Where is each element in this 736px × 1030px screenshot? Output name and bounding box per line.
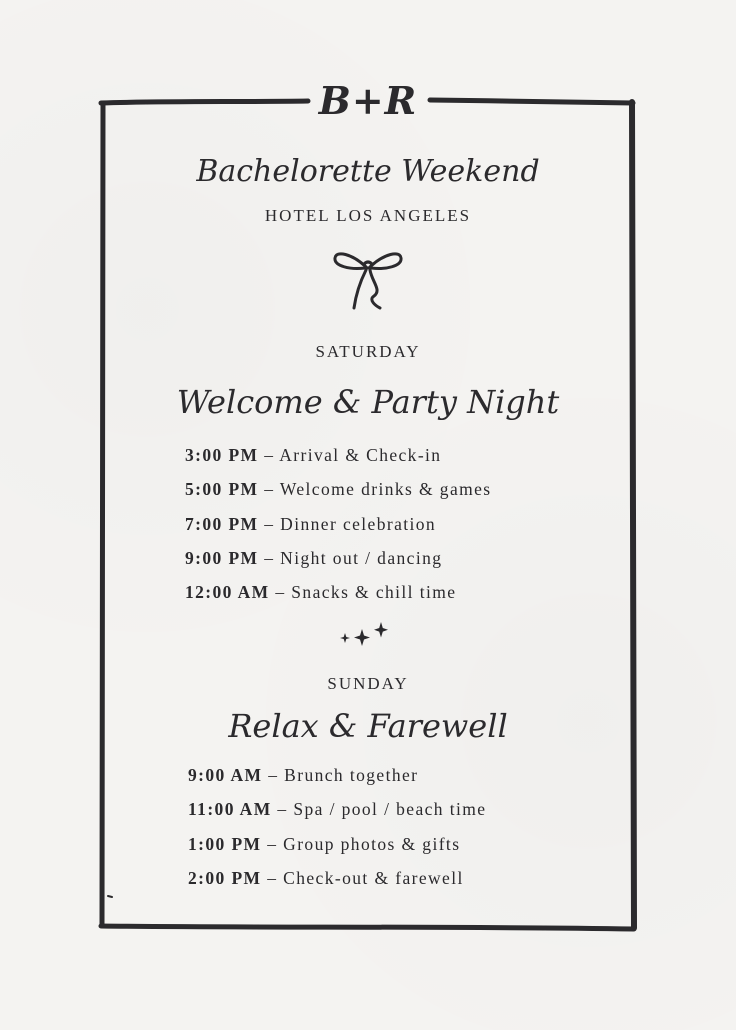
event-title: Bachelorette Weekend: [196, 154, 540, 189]
schedule-item: [185, 438, 492, 472]
item-time: 9:00 PM: [185, 547, 259, 568]
item-activity: Group photos & gifts: [283, 833, 461, 854]
item-time: 2:00 PM: [188, 867, 262, 888]
item-activity: Spa / pool / beach time: [293, 799, 487, 820]
sparkles-icon: [338, 620, 392, 650]
item-separator: –: [258, 547, 281, 568]
item-activity: Welcome drinks & games: [279, 479, 492, 500]
item-activity: Check-out & farewell: [283, 867, 464, 888]
item-time: 9:00 AM: [188, 765, 263, 785]
day-heading-saturday: Welcome & Party Night: [176, 383, 560, 421]
item-activity: Arrival & Check-in: [279, 445, 442, 465]
schedule-item: [188, 792, 486, 826]
item-time: 12:00 AM: [185, 582, 270, 603]
item-time: 11:00 AM: [188, 799, 272, 820]
schedule-item: [185, 472, 492, 506]
schedule-item: [185, 507, 492, 541]
item-time: 1:00 PM: [188, 833, 262, 854]
venue-name: HOTEL LOS ANGELES: [264, 206, 472, 225]
item-separator: –: [261, 867, 284, 888]
item-time: 3:00 PM: [185, 445, 259, 465]
schedule-item: [188, 861, 486, 895]
day-label-saturday: SATURDAY: [315, 342, 421, 361]
schedule-item: [188, 827, 486, 861]
item-activity: Brunch together: [284, 765, 419, 785]
item-activity: Snacks & chill time: [291, 582, 457, 603]
item-separator: –: [258, 513, 281, 534]
item-time: 5:00 PM: [185, 479, 259, 500]
item-separator: –: [258, 445, 280, 465]
monogram: B+R: [318, 78, 418, 123]
item-time: 7:00 PM: [185, 513, 259, 534]
item-separator: –: [258, 479, 280, 500]
item-activity: Night out / dancing: [280, 547, 443, 568]
item-separator: –: [261, 833, 284, 854]
schedule-item: [188, 758, 486, 792]
schedule-list-sunday: [188, 758, 486, 895]
schedule-list-saturday: [185, 438, 492, 609]
item-activity: Dinner celebration: [280, 513, 437, 534]
day-heading-sunday: Relax & Farewell: [228, 707, 508, 745]
bow-icon: [330, 246, 406, 314]
item-separator: –: [262, 765, 285, 785]
day-label-sunday: SUNDAY: [327, 674, 409, 693]
schedule-item: [185, 541, 492, 575]
item-separator: –: [271, 799, 294, 820]
item-separator: –: [269, 582, 292, 603]
schedule-item: [185, 575, 492, 609]
